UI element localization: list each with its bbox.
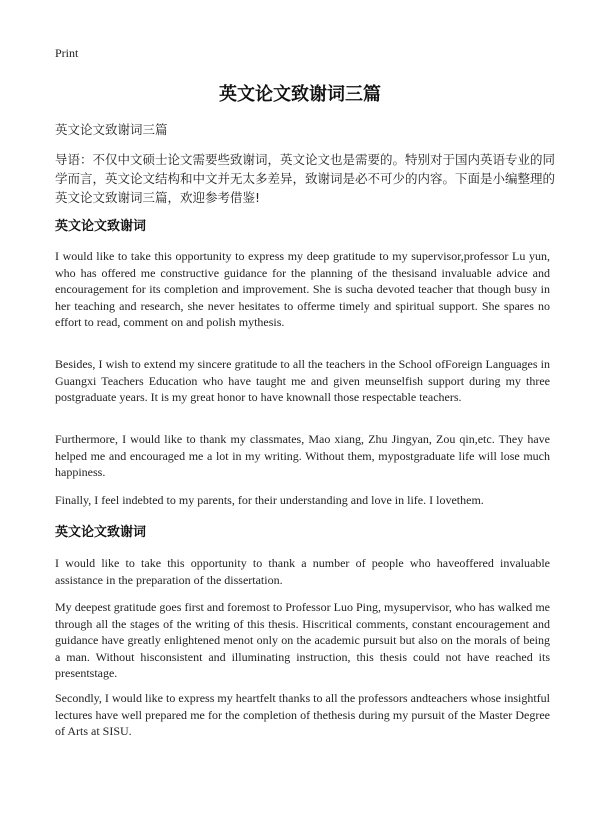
section-2-heading: 英文论文致谢词 (55, 525, 147, 540)
section-2-paragraph-3: Secondly, I would like to express my heartfelt thanks to all the professors andteachers whose insightful lectures have well prepared me for the completion of thethesis during my pursuit of the Master Degree of Arts at SISU. (55, 691, 550, 738)
section-2-paragraph-1: I would like to take this opportunity to thank a number of people who haveoffered invaluable assistance in the preparation of the dissertation. (55, 556, 550, 587)
document-subtitle: 英文论文致谢词三篇 (55, 122, 168, 137)
print-link[interactable]: Print (55, 46, 79, 60)
section-1-paragraph-1: I would like to take this opportunity to express my deep gratitude to my supervisor,professor Lu yun, who has offered me constructive guidance for the planning of the thesisand invaluable advice and encouragement for its completion and improvement. She is sucha devoted teacher that though busy in her teaching and research, she never hesitates to offerme timely and spiritual support. She spares no effort to read, comment on and polish mythesis. (55, 249, 550, 329)
section-1-paragraph-4: Finally, I feel indebted to my parents, for their understanding and love in life. I lovethem. (55, 493, 484, 507)
page-title: 英文论文致谢词三篇 (219, 84, 381, 105)
section-2-paragraph-2: My deepest gratitude goes first and foremost to Professor Luo Ping, mysupervisor, who has walked me through all the stages of the writing of this thesis. Hiscritical comments, constant encouragement and guidance have greatly enlightened menot only on the academic pursuit but also on the morals of being a man. Without hisconsistent and illuminating instruction, this thesis could not have reached its presentstage. (55, 600, 550, 680)
section-1-heading: 英文论文致谢词 (55, 219, 147, 234)
section-1-paragraph-3: Furthermore, I would like to thank my classmates, Mao xiang, Zhu Jingyan, Zou qin,etc. They have helped me and encouraged me a lot in my writing. Without them, mypostgraduate life will lose much happiness. (55, 432, 550, 479)
intro-paragraph: 导语：不仅中文硕士论文需要些致谢词，英文论文也是需要的。特别对于国内英语专业的同学而言，英文论文结构和中文并无太多差异，致谢词是必不可少的内容。下面是小编整理的英文论文致谢词三篇，欢迎参考借鉴! (55, 152, 556, 205)
section-1-paragraph-2: Besides, I wish to extend my sincere gratitude to all the teachers in the School ofForeign Languages in Guangxi Teachers Education who have taught me and given meunselfish support during my three postgraduate years. It is my great honor to have knownall those respectable teachers. (55, 357, 550, 404)
